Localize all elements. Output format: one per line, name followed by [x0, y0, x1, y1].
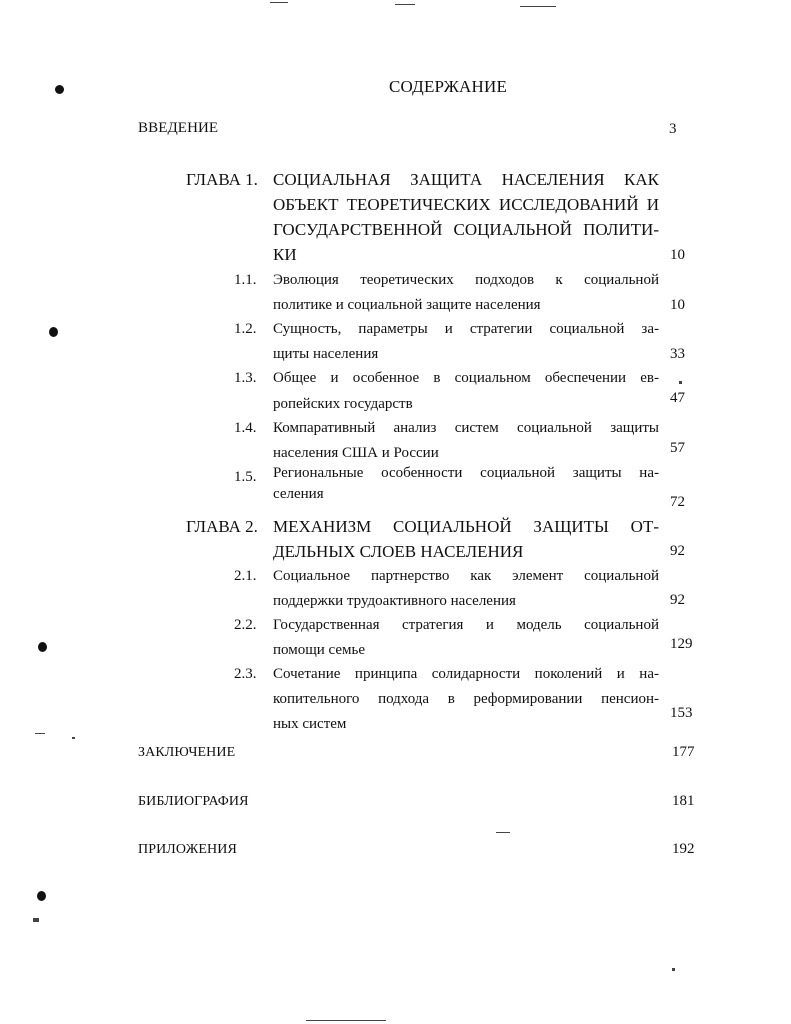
scan-speck: [72, 737, 75, 739]
scan-speck: [270, 2, 288, 3]
chapter-title-line: ДЕЛЬНЫХ СЛОЕВ НАСЕЛЕНИЯ: [273, 542, 524, 561]
scan-speck: [679, 381, 682, 384]
punch-hole-mark: [49, 327, 58, 337]
section-page: 129: [670, 636, 693, 652]
section-title-line: селения: [273, 486, 324, 502]
punch-hole-mark: [38, 642, 47, 652]
chapter-page: 92: [670, 543, 685, 559]
section-number: 1.2.: [234, 321, 257, 337]
section-title-line: ропейских государств: [273, 396, 413, 412]
punch-hole-mark: [37, 891, 46, 901]
section-title-line: Сочетание принципа солидарности поколений и на-: [273, 666, 659, 682]
punch-hole-mark: [55, 85, 64, 94]
section-number: 2.3.: [234, 666, 257, 682]
section-number: 2.2.: [234, 617, 257, 633]
section-number: 1.5.: [234, 469, 257, 485]
toc-intro-label: ВВЕДЕНИЕ: [138, 120, 219, 136]
section-page: 47: [670, 390, 685, 406]
section-title-line: копительного подхода в реформировании пенсион-: [273, 691, 659, 707]
chapter-title-line: ГОСУДАРСТВЕННОЙ СОЦИАЛЬНОЙ ПОЛИТИ-: [273, 220, 659, 239]
scan-speck: [395, 4, 415, 5]
section-title-line: Региональные особенности социальной защиты на-: [273, 465, 659, 481]
section-title-line: Сущность, параметры и стратегии социальной за-: [273, 321, 659, 337]
scan-speck: [35, 733, 45, 734]
section-title-line: Эволюция теоретических подходов к социальной: [273, 272, 659, 288]
scan-speck: [496, 832, 510, 833]
toc-appendices-page: 192: [672, 841, 695, 857]
section-title-line: поддержки трудоактивного населения: [273, 593, 516, 609]
section-page: 72: [670, 494, 685, 510]
section-title-line: политике и социальной защите населения: [273, 297, 541, 313]
section-number: 1.1.: [234, 272, 257, 288]
toc-bibliography-page: 181: [672, 793, 695, 809]
chapter-label: ГЛАВА 2.: [186, 517, 258, 536]
section-title-line: Компаративный анализ систем социальной защиты: [273, 420, 659, 436]
section-title-line: Общее и особенное в социальном обеспечении ев-: [273, 370, 659, 386]
section-title-line: населения США и России: [273, 445, 439, 461]
section-page: 57: [670, 440, 685, 456]
scan-speck: [306, 1020, 386, 1021]
section-number: 2.1.: [234, 568, 257, 584]
section-title-line: Государственная стратегия и модель социальной: [273, 617, 659, 633]
section-title-line: щиты населения: [273, 346, 379, 362]
section-number: 1.4.: [234, 420, 257, 436]
section-title-line: ных систем: [273, 716, 347, 732]
section-title-line: Социальное партнерство как элемент социальной: [273, 568, 659, 584]
chapter-title-line: СОЦИАЛЬНАЯ ЗАЩИТА НАСЕЛЕНИЯ КАК: [273, 170, 659, 189]
page-title: СОДЕРЖАНИЕ: [389, 77, 508, 96]
section-page: 33: [670, 346, 685, 362]
section-number: 1.3.: [234, 370, 257, 386]
chapter-title-line: МЕХАНИЗМ СОЦИАЛЬНОЙ ЗАЩИТЫ ОТ-: [273, 517, 659, 536]
toc-conclusion-page: 177: [672, 744, 695, 760]
section-title-line: помощи семье: [273, 642, 366, 658]
scan-speck: [520, 6, 556, 7]
scan-speck: [33, 918, 39, 922]
section-page: 153: [670, 705, 693, 721]
toc-bibliography-label: БИБЛИОГРАФИЯ: [138, 794, 249, 809]
toc-appendices-label: ПРИЛОЖЕНИЯ: [138, 842, 237, 857]
scan-speck: [672, 968, 675, 971]
chapter-page: 10: [670, 247, 685, 263]
toc-intro-page: 3: [669, 121, 677, 137]
section-page: 10: [670, 297, 685, 313]
chapter-title-line: ОБЪЕКТ ТЕОРЕТИЧЕСКИХ ИССЛЕДОВАНИЙ И: [273, 195, 659, 214]
chapter-title-line: КИ: [273, 245, 297, 264]
chapter-label: ГЛАВА 1.: [186, 170, 258, 189]
section-page: 92: [670, 592, 685, 608]
toc-conclusion-label: ЗАКЛЮЧЕНИЕ: [138, 745, 236, 760]
